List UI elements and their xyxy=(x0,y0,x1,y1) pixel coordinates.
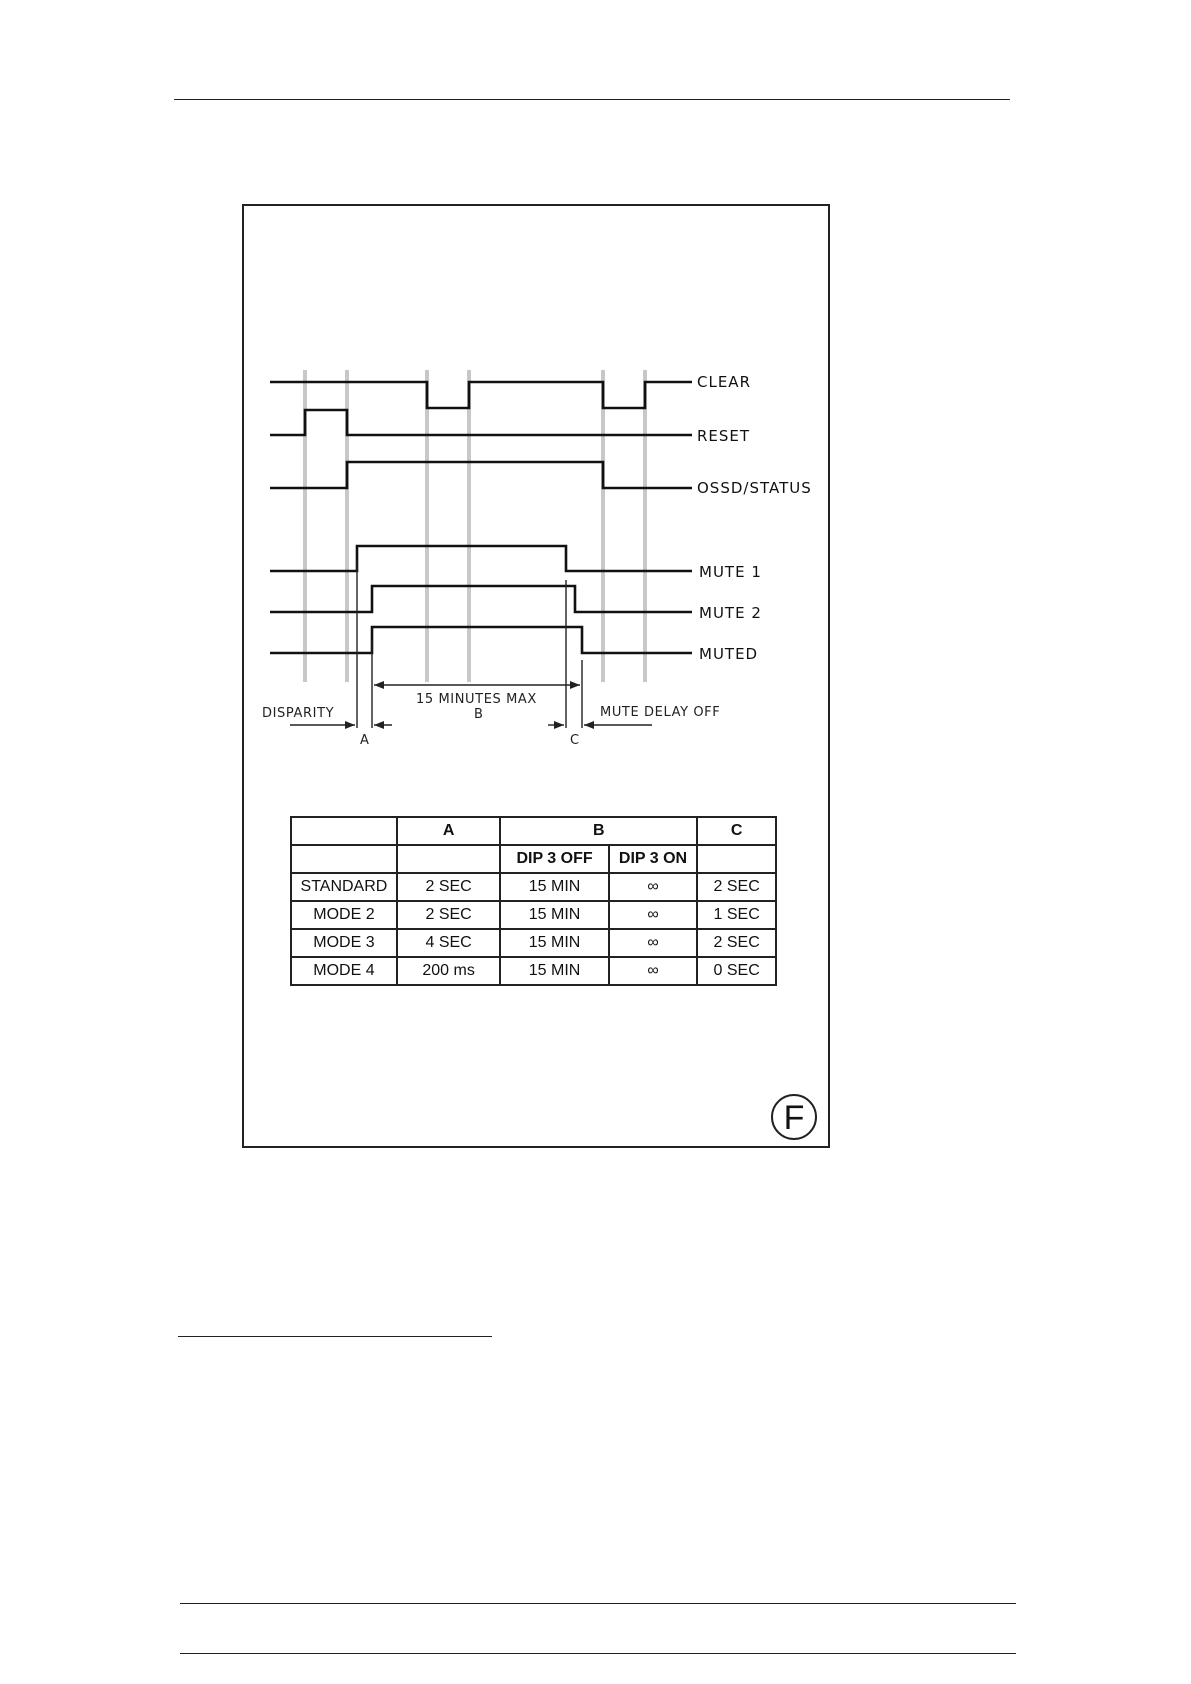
footer-rule-top xyxy=(180,1603,1016,1604)
mode-cell: MODE 2 xyxy=(291,901,397,929)
table-row xyxy=(291,957,776,985)
c-cell: 2 SEC xyxy=(697,873,776,901)
mute2-waveform xyxy=(270,586,692,612)
muted-waveform xyxy=(270,627,692,653)
reset-waveform xyxy=(270,410,692,435)
table-row xyxy=(291,901,776,929)
mode-cell: MODE 3 xyxy=(291,929,397,957)
time-guides xyxy=(305,370,645,682)
a-cell: 2 SEC xyxy=(397,901,500,929)
signal-label-ossd-status: OSSD/STATUS xyxy=(697,479,812,497)
b-off-cell: 15 MIN xyxy=(500,901,608,929)
a-cell: 200 ms xyxy=(397,957,500,985)
mode-cell: STANDARD xyxy=(291,873,397,901)
b-off-cell: 15 MIN xyxy=(500,873,608,901)
a-cell: 2 SEC xyxy=(397,873,500,901)
b-off-cell: 15 MIN xyxy=(500,957,608,985)
table-row xyxy=(291,929,776,957)
timing-diagram xyxy=(0,0,1191,760)
subheader-dip3-off: DIP 3 OFF xyxy=(500,845,608,873)
b-off-cell: 15 MIN xyxy=(500,929,608,957)
c-cell: 1 SEC xyxy=(697,901,776,929)
mode-cell: MODE 4 xyxy=(291,957,397,985)
c-cell: 2 SEC xyxy=(697,929,776,957)
figure-letter-badge: F xyxy=(771,1094,817,1140)
subheader-dip3-on: DIP 3 ON xyxy=(609,845,698,873)
b-on-cell: ∞ xyxy=(609,901,698,929)
header-c: C xyxy=(697,817,776,845)
ossd-status-waveform xyxy=(270,462,692,488)
table-subheader-row xyxy=(291,845,776,873)
mute1-waveform xyxy=(270,546,692,571)
max-duration-label: 15 MINUTES MAX xyxy=(416,692,537,707)
signal-label-muted: MUTED xyxy=(699,645,759,663)
header-b: B xyxy=(500,817,697,845)
b-on-cell: ∞ xyxy=(609,873,698,901)
dimension-c-label: C xyxy=(570,733,580,748)
mute-delay-off-label: MUTE DELAY OFF xyxy=(600,705,721,720)
b-on-cell: ∞ xyxy=(609,957,698,985)
footnote-rule xyxy=(178,1336,492,1337)
timing-table xyxy=(290,816,777,986)
header-a: A xyxy=(397,817,500,845)
b-on-cell: ∞ xyxy=(609,929,698,957)
dimension-a-label: A xyxy=(360,733,370,748)
footer-rule-bottom xyxy=(180,1653,1016,1654)
signal-label-reset: RESET xyxy=(697,427,751,445)
c-cell: 0 SEC xyxy=(697,957,776,985)
table-header-row xyxy=(291,817,776,845)
dimension-b-label: B xyxy=(474,707,484,722)
clear-waveform xyxy=(270,382,692,408)
header-empty xyxy=(291,817,397,845)
table-row xyxy=(291,873,776,901)
signal-label-clear: CLEAR xyxy=(697,373,751,391)
a-cell: 4 SEC xyxy=(397,929,500,957)
signal-label-mute1: MUTE 1 xyxy=(699,563,762,581)
signal-label-mute2: MUTE 2 xyxy=(699,604,762,622)
disparity-label: DISPARITY xyxy=(262,706,335,721)
